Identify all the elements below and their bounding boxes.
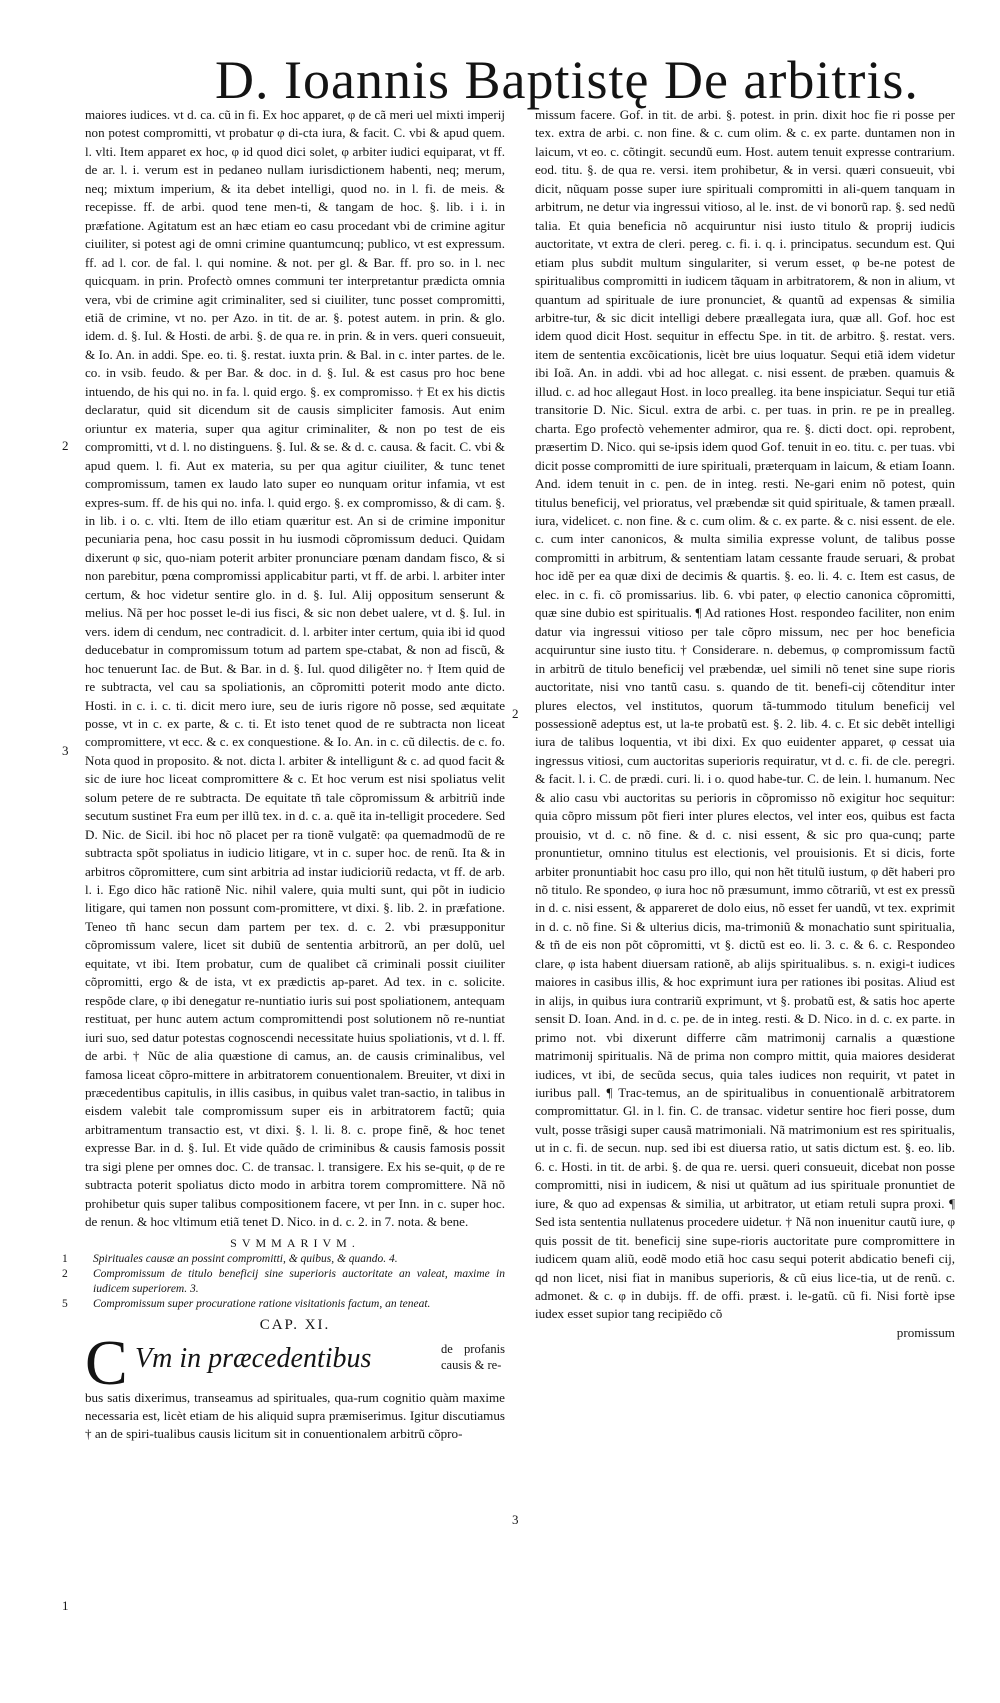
catchword: promissum	[896, 1324, 955, 1340]
right-column-text: missum facere. Gof. in tit. de arbi. §. potest. in prin. dixit hoc fie ri posse per tex. extra de arbi. c. non fine. & c. cum olim. & c. ex parte. duntamen non in laicum, vt eo. c. cõtingit. secundũ eum. Host. autem tenuit expresse contrarium. eod. titu. §. de qua re. versi. item prohibetur, & in versi. quæri consueuit, vbi dicit, nũquam posse super iure spirituali compromitti in ali-quem tanquam in arbitrum, ne detur via ingressui vitioso, al le. inst. de vi bonorũ rap. §. sed nedũ talia. Et quia beneficia nõ acquiruntur nisi iusto titulo & proprij iudicis auctoritate, vt extra de cleri. pereg. c. fi. i. q. i. principatus. secundum est. Qui etiam plus subdit multum singulariter, si verum esset, φ be-ne potest de spiritualibus compromitti in iudicem tãquam in arbitratorem, & non in alium, vt quantum ad spirituale de iure pronunciet, & quantũ ad expensas & similia arbitre-tur, & sic dicit intelligi debere præallegata iura, quæ all. Gof. hoc est idem quod dicit Host. sequitur in effectu Spe. in tit. de arbitro. §. restat. vers. item de sententia excõicationis, licèt bre uius loquatur. Sequi etiã idem videtur ibi Ioã. An. in addi. vbi ad hoc allegat. c. nisi essent. de præben. quamuis & illud. c. ad hoc allegaut Host. in loco prealleg. ita bene inspiciatur. Sequi tur etiã transitorie D. Nic. Sicul. extra de arbi. c. per tuas. in prin. re pe in prealleg. charta. Ego profectò vehementer admiror, qua re. §. dicti doct. opi. reprobent, præsertim D. Nico. qui se-ipsis idem quod Gof. tenuit in eo. titu. c. per tuas. vbi dicit posse compromitti de iure spirituali, præterquam in laicum, & etiam Ioann. And. idem tenuit in c. pen. de in integ. resti. Ne-gari enim nõ potest, quin titulus beneficij, vel prioratus, vel præbendæ sit quid spirituale, & tamen præall. iura, videlicet. c. non fine. & c. cum olim. & c. ex parte. & c. nisi essent. de ele. c. cum inter canonicos, & multa similia expresse volunt, de talibus posse compromitti in arbitrum, & sententiam latam cessante fraude seruari, & probat hoc idẽ per ea quæ dixi de decimis & quartis. §. eo. li. 4. c. Item est casus, de elec. in c. fi. cõ promissarius. lib. 6. vbi pater, φ electio canonica cõpromitti, quæ sine dubio est spiritualis. ¶ Ad rationes Host. respondeo faciliter, non enim datur via ingressui vitioso per tale cõpro missum, nec per hoc beneficia acquiruntur sine iusto titu. † Considerare. n. debemus, φ compromissum factũ in arbitrũ de titulo beneficij vel præbendæ, uel simili nõ tenet sine supe rioris auctoritate, nisi vno tantũ casu. s. quando de tit. benefi-cij cõtenditur inter plures electos, vel institutos, quorum tã-tummodo titulum beneficij vel possessionẽ adeptus est, ut la-te probatũ est. §. 2. lib. 4. c. Et sic debẽt intelligi iura de talibus loquentia, vt ibi dixi. Ex quo euidenter apparet, φ cessat uia ingressus vitiosi, cum auctoritas superioris requiratur, vt d. c. fi. de cle. peregri. & facit. l. i. C. de prædi. curi. li. i o. quod habe-tur. C. de lein. l. humanum. Nec & alio casu vbi auctoritas su perioris in cõpromisso nõ exigitur hoc sequitur: quia cõpro missum põt fieri inter plures electos, vel inter eos, quibus est facta prouisio, vt d. c. nõ fine. & d. c. nisi essent, & sic pro qua-cunq; parte pronuntietur, omnino titulus est electionis, vel prouisionis. Et si dicis, forte arbiter pronuntiabit hoc casu pro illo, qui non hẽt titulũ iustum, φ dẽt haberi pro nõ titulo. Re spondeo, φ iura hoc nõ præsumunt, immo cõtrariũ, vt est ex pressũ in d. c. nisi essent, & appareret de dolo eius, nõ esset fer uandũ, vt tex. exprimit in d. c. nõ fine. Si & ulterius dicis, ma-trimoniũ & monachatio sunt spiritualia, & tñ de eis non põt cõpromitti, vt §. dictũ est eo. li. 3. c. & 6. c. Respondeo clare, φ ista habent diuersam rationẽ, ab alijs spiritualibus. s. n. exigi-t iudices maiores in casibus illis, & hoc exprimunt iura per rationes ibi positas. Aliud est in alijs, in quibus iura contrariũ exprimunt, vt §. probatũ est, & satis hoc aperte sensit D. Ioan. And. in d. c. pe. de in integ. resti. & D. Nico. in d. c. ex parte. in primo not. vbi dixerunt differre cãm matrimonij carnalis a quæstione matrimonij spiritualis. Nã de prima non compro mittit, quia maiores desiderat iudices, vt ibi, de secũda secus, quia tales iudices non requirit, vt patet in iuribus pall. ¶ Trac-temus, an de spiritualibus in conuentionalẽ arbitratorem compromittatur. Gl. in l. fin. C. de transac. videtur sentire hoc fieri posse, dum vult, posse trãsigi super causã matrimoniali. Nã matrimonium est res spiritualis, ut in c. fi. de secun. nup. sed ibi est diuersa ratio, ut satis dictum est. §. eo. lib. 6. c. Hosti. in tit. de arbi. §. de qua re. uersi. queri consueuit, dicebat non posse compromitti, nisi in iudicem, & nisi ut quãtum ad ius spirituale pronuntiet de iure, & quo ad expensas & similia, ut arbitrator, ut etiam retuli supra proxi. ¶ Sed ista sententia nullatenus procedere uidetur. † Nã non inuenitur cautũ iure, φ quis possit de tit. beneficij sine supe-rioris auctoritate pure compromittere in iudicem quam aliũ, eodẽ modo etiã hoc casu sequi poterit abdicatio benefi cij, qd non licet, nisi fiat in manibus superioris, & cũ eius lice-tia, ut de renũ. c. admonet. & c. φ in dubijs. ff. de offi. præst. i. le-gatũ. cũ fi. Nisi fortè ipse iudex esset supior tang recipiẽdo cõ	[535, 107, 955, 1322]
summarium-item	[62, 1297, 505, 1312]
summarium-item-number: 5	[62, 1298, 68, 1311]
summarium-item-text: Compromissum de titulo beneficij sine superioris auctoritate an valeat, maxime in iudicem superiorem. 3.	[93, 1268, 505, 1296]
summarium-item	[62, 1252, 505, 1267]
summarium-item-text: Spirituales causæ an possint compromitti, & quibus, & quando. 4.	[93, 1253, 398, 1266]
summarium-item-text: Compromissum super procuratione ratione visitationis factum, an teneat.	[93, 1298, 431, 1311]
margin-number: 2	[512, 706, 519, 721]
summarium-list	[62, 1252, 505, 1312]
drop-cap: C	[85, 1326, 128, 1398]
opening-side-text: de profanis causis & re-	[441, 1341, 505, 1372]
right-column	[535, 106, 955, 1342]
left-column	[62, 106, 505, 1444]
summarium-title: SVMMARIVM.	[230, 1235, 360, 1250]
chapter-heading: CAP. XI.	[259, 1317, 331, 1334]
running-head: D. Ioannis Baptistę De arbitris.	[215, 50, 919, 110]
margin-number: 3	[62, 743, 69, 758]
margin-number: 2	[62, 438, 69, 453]
margin-number: 1	[62, 1598, 69, 1613]
chapter-text: bus satis dixerimus, transeamus ad spirituales, qua-rum cognitio quàm maxime necessaria est, licèt etiam de his aliquid supra præmiserimus. Igitur discutiamus † an de spiri-tualibus causis licitum sit in conuentionalem arbitrũ cõpro-	[85, 1389, 505, 1442]
left-column-text: maiores iudices. vt d. ca. cũ in fi. Ex hoc apparet, φ de cã meri uel mixti imperij non potest compromitti, vt probatur φ di-cta iura, & facit. C. vbi & apud quem. l. vlti. Item apparet ex hoc, φ id quod dici solet, φ arbiter iudici equiparat, vt ff. de ar. l. i. verum est in pedaneo nullam iurisdictionem habenti, neq; merum, neq; mixtum imperium, & ita debet intelligi, quod no. in l. fi. de meis. & recepisse. ff. de arbi. quod tene men-ti, & tangam de hoc. §. lib. i i. in præfatione. Agitatum est an hæc etiam eo casu procedant vbi de crimine agitur ciuiliter, si potest agi de omni crimine quantumcunq; publico, vt est expressum. ff. ad l. cor. de fal. l. qui nomine. & not. per gl. & Bar. ff. pro so. in l. nec quicquam. in prin. Profectò omnes communi ter interpretantur prædicta omnia vera, vbi de crimine agit criminaliter, sed si ciuiliter, tunc posset compromitti, etiã de crimine, vt no. per Azo. in tit. de ar. §. potest autem. in prin. & glo. idem. d. §. Iul. & Hosti. de arbi. §. de qua re. in prin. & in vers. queri consueuit, & Io. An. in addi. Spe. eo. ti. §. restat. iuxta prin. & Bal. in c. inter partes. de le. co. in vsib. feudo. & per Bar. & doc. in d. §. Iul. & est casus pro hoc bene intuendo, de his qui no. in fa. l. quid ergo. §. ex compromisso. † Et ex his dictis declaratur, quid sit dicendum sit de causis simpliciter famosis. Aut enim oriuntur ex materia, super qua agitur criminaliter, & non po test de eis compromitti, vt d. l. no distinguens. §. Iul. & se. & d. c. causa. & facit. C. vbi & apud quem. l. fi. Aut ex materia, su per qua agitur ciuiliter, & tunc tenet compromissum, tamen ex laudo lato super eo nunquam oritur infamia, vt est expres-sum. ff. de his qui no. infa. l. quid ergo. §. ex compromisso, & di cam. §. in lib. i o. c. vlti. Item de illo etiam quæritur est. An si de crimine imponitur pecuniaria pena, hoc casu possit in hu iusmodi cõpromissum deduci. Quidam dixerunt φ sic, quo-niam poterit arbiter pronunciare pœnam dandam fisco, & si non parebitur, pœna compromissi applicabitur parti, vt ff. de arbi. l. arbiter inter certum, & hoc videtur sentire glo. in d. §. Iul. Alij oppositum senserunt & melius. Nã per hoc posset le-di ius fisci, & sic non debet ualere, vt d. §. Iul. in vers. idem di cendum, nec contradicit. d. l. arbiter inter certum, quia ibi id quod deducebatur in compromissum totum ad partem spe-ctabat, & non ad fiscũ, & hoc tenuerunt Iac. de But. & Bar. in d. §. Iul. quod diligẽter no. † Item quid de re subtracta, vel cau sa spoliationis, an cõpromitti poterit modo ante dicto. Hosti. in c. i. c. ti. dicit mero iure, seu de iuris rigore nõ posse, sed æquitate posse, vt in c. ex parte, & c. ti. Et isto tenet quod de re subtracta non liceat compromittere, vt ecc. & c. ex conquestione. & Io. An. in c. cũ dilectis. de c. fo. Nota quod in proposito. & not. dicta l. arbiter & intelligunt & c. ad quod facit & sic de iure hoc liceat compromittere & c. Et hoc verum est nisi spoliatus velit solum petere de re subtracta. De equitate tñ tale cõpromissum & arbitriũ inde secutum sustinet Fra eum per illũ tex. in d. c. a. quẽ ita in-telligit procedere. Sed D. Nic. de Sicil. ibi hoc nõ placet per ra tionẽ vulgatẽ: φa quemadmodũ de re subtracta spõt spoliatus in iudicio litigare, vt in c. super hoc. de renũ. Ita & in arbitros cõpromittere, cum sint arbitria ad instar iudicioriũ redacta, vt ff. de arb. l. i. Ego dico hãc rationẽ Nic. nihil valere, quia multi sunt, qui põt in iudicio litigare, qui tamen non possunt com-promittere, vt dixi. §. lib. 2. in præfatione. Teneo tñ hanc secun dam partem per tex. d. c. 2. vbi præsupponitur cõpromissum valere, licet sit dubiũ de sententia arbitrorũ, an per dolũ, uel equitate, vt ibi. Item probatur, cum de qualibet cã criminali possit ciuiliter cõpromitti, ergo & de ista, vt ex prædictis ap-paret. Ad tex. in c. solicite. respõde clare, φ ibi denegatur re-nuntiatio iuris sui post spoliationem, antequam restituat, per hunc autem actum compromittendi post solutionem nõ re-nuntiat iuri suo, sed datur potestas cognoscendi necessitate huius spoliationis, vt d. l. ff. de arbi. † Nũc de alia quæstione di camus, an. de causis criminalibus, vel famosa liceat cõpro-mittere in arbitratorem conuentionalem. Breuiter, vt dixi in præcedentibus capitulis, in illis casibus, in quibus valet tran-sactio, in talibus in eisdem valebit tale compromissum super eis in arbitratorem factũ; quia arbitramentum transactio est, vt dixi. §. l. li. 8. c. prope finẽ, & hoc tenet expresse Bar. in d. §. Iul. Et vide quãdo de criminibus & causis famosis possit tra sigi plene per omnes doc. C. de transac. l. transigere. Ex his se-quit, φ de re subtracta poterit spoliatus dicto modo in arbitra torem compromittere. Nã nõ prohibetur quis super talibus compositionem facere, vt per Inn. in c. super hoc. de renun. & hoc vltimum etiã tenet D. Nico. in d. c. 2. in 7. nota. & bene.	[85, 107, 505, 1230]
margin-number: 3	[512, 1512, 519, 1527]
summarium-item	[62, 1267, 505, 1297]
opening-words: Vm in præcedentibus	[135, 1342, 372, 1374]
summarium-item-number: 2	[62, 1268, 68, 1281]
chapter-opening	[85, 1326, 505, 1398]
summarium-item-number: 1	[62, 1253, 68, 1266]
